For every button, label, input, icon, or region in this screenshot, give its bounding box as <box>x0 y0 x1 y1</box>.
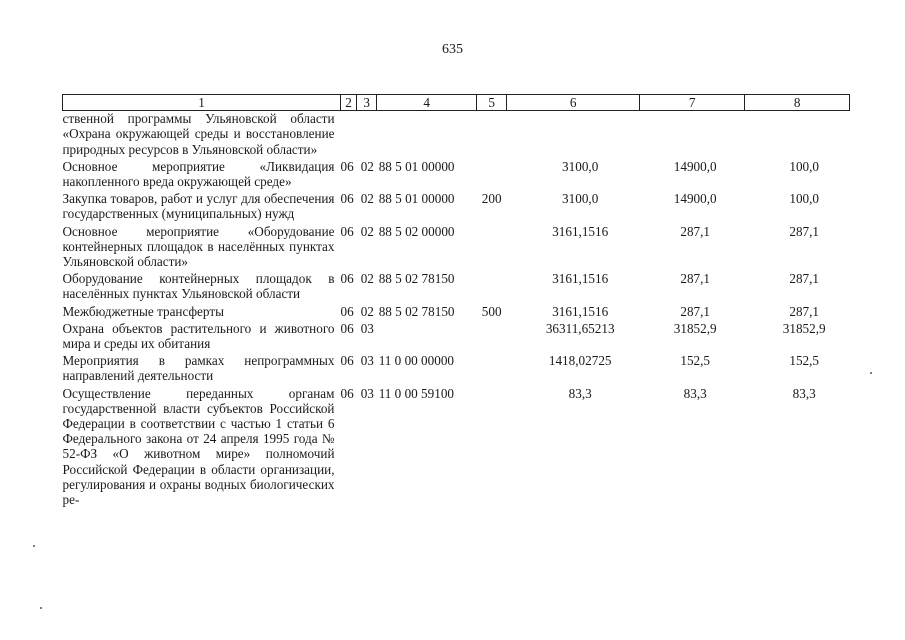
row-name: Основное мероприятие «Ликвидация накопленного вреда окружающей среде» <box>62 158 335 190</box>
target-code: 88 5 02 78150 <box>378 303 455 319</box>
table-row <box>63 111 850 159</box>
table-row <box>63 321 850 353</box>
section-code: 06 <box>340 385 354 401</box>
amount-col-8: 100,0 <box>789 191 820 207</box>
table-row <box>63 386 850 510</box>
row-name: Оборудование контейнерных площадок в населённых пунктах Ульяновской области <box>62 271 335 302</box>
scan-speck <box>870 372 872 374</box>
amount-col-7 <box>640 111 745 159</box>
subsection-code: 02 <box>360 223 374 239</box>
table-row <box>63 224 850 272</box>
subsection-code: 02 <box>360 303 374 319</box>
row-name: Охрана объектов растительного и животного мира и среды их обитания <box>62 320 335 352</box>
amount-col-7: 287,1 <box>680 303 711 319</box>
amount-col-6: 83,3 <box>568 385 592 401</box>
subsection-code: 03 <box>360 353 374 369</box>
table-row <box>63 271 850 303</box>
amount-col-7: 31852,9 <box>673 320 717 336</box>
target-code <box>377 321 477 353</box>
section-code <box>341 111 357 159</box>
table-row <box>63 191 850 223</box>
row-name: Осуществление переданных органам государственной власти субъектов Российской Федерации в соответствии с частью 1 статьи 6 Федерального закона от 24 апреля 1995 года № 52-ФЗ «О животном мире» полномочий Российской Федерации в области организации, регулирования и охраны водных биологических ре- <box>62 385 335 508</box>
amount-col-7: 287,1 <box>680 271 711 287</box>
amount-col-8: 100,0 <box>789 158 820 174</box>
target-code: 88 5 02 00000 <box>378 223 455 239</box>
table-row <box>63 304 850 321</box>
amount-col-8: 31852,9 <box>782 320 826 336</box>
target-code: 11 0 00 59100 <box>378 385 455 401</box>
amount-col-6: 3161,1516 <box>552 303 609 319</box>
column-header-6: 6 <box>507 95 640 111</box>
table-row <box>63 353 850 385</box>
expense-type-code <box>477 111 507 159</box>
expense-type-code: 500 <box>481 303 502 319</box>
section-code: 06 <box>340 223 354 239</box>
budget-table <box>62 94 850 509</box>
expense-type-code <box>477 271 507 303</box>
expense-type-code <box>477 321 507 353</box>
amount-col-8: 287,1 <box>789 303 820 319</box>
subsection-code: 02 <box>360 271 374 287</box>
row-name: ственной программы Ульяновской области «Охрана окружающей среды и восстановление природных ресурсов в Ульяновской области» <box>62 111 335 157</box>
subsection-code <box>357 111 377 159</box>
column-header-3: 3 <box>357 95 377 111</box>
column-header-4: 4 <box>377 95 477 111</box>
amount-col-7: 14900,0 <box>673 191 717 207</box>
expense-type-code <box>477 386 507 510</box>
table-row <box>63 159 850 191</box>
subsection-code: 03 <box>360 385 374 401</box>
amount-col-6: 3100,0 <box>562 158 599 174</box>
subsection-code: 02 <box>360 191 374 207</box>
amount-col-7: 287,1 <box>680 223 711 239</box>
page-number: 635 <box>442 42 463 57</box>
section-code: 06 <box>340 303 354 319</box>
column-header-8: 8 <box>745 95 850 111</box>
expense-type-code <box>477 159 507 191</box>
scan-speck <box>33 545 35 547</box>
target-code <box>377 111 477 159</box>
expense-type-code <box>477 224 507 272</box>
target-code: 88 5 02 78150 <box>378 271 455 287</box>
target-code: 88 5 01 00000 <box>378 191 455 207</box>
section-code: 06 <box>340 320 354 336</box>
amount-col-8: 152,5 <box>789 353 820 369</box>
section-code: 06 <box>340 271 354 287</box>
row-name: Межбюджетные трансферты <box>62 303 224 319</box>
row-name: Закупка товаров, работ и услуг для обеспечения государственных (муниципальных) нужд <box>62 191 335 222</box>
amount-col-6: 3161,1516 <box>552 223 609 239</box>
amount-col-6 <box>507 111 640 159</box>
amount-col-6: 3100,0 <box>562 191 599 207</box>
subsection-code: 02 <box>360 158 374 174</box>
target-code: 88 5 01 00000 <box>378 158 455 174</box>
amount-col-7: 14900,0 <box>673 158 717 174</box>
column-header-2: 2 <box>341 95 357 111</box>
column-header-7: 7 <box>640 95 745 111</box>
target-code: 11 0 00 00000 <box>378 353 455 369</box>
header-row <box>63 95 850 111</box>
section-code: 06 <box>340 191 354 207</box>
column-header-1: 1 <box>63 95 341 111</box>
row-name: Основное мероприятие «Оборудование контейнерных площадок в населённых пунктах Ульяновской области» <box>62 223 335 270</box>
section-code: 06 <box>340 353 354 369</box>
scan-speck <box>40 607 42 609</box>
subsection-code: 03 <box>360 320 374 336</box>
amount-col-8: 287,1 <box>789 271 820 287</box>
section-code: 06 <box>340 158 354 174</box>
amount-col-8 <box>745 111 850 159</box>
expense-type-code <box>477 353 507 385</box>
amount-col-6: 1418,02725 <box>548 353 612 369</box>
amount-col-7: 83,3 <box>683 385 707 401</box>
amount-col-6: 36311,65213 <box>545 320 615 336</box>
amount-col-8: 287,1 <box>789 223 820 239</box>
expense-type-code: 200 <box>481 191 502 207</box>
column-header-5: 5 <box>477 95 507 111</box>
amount-col-7: 152,5 <box>680 353 711 369</box>
row-name: Мероприятия в рамках непрограммных направлений деятельности <box>62 353 335 384</box>
amount-col-8: 83,3 <box>792 385 816 401</box>
amount-col-6: 3161,1516 <box>552 271 609 287</box>
